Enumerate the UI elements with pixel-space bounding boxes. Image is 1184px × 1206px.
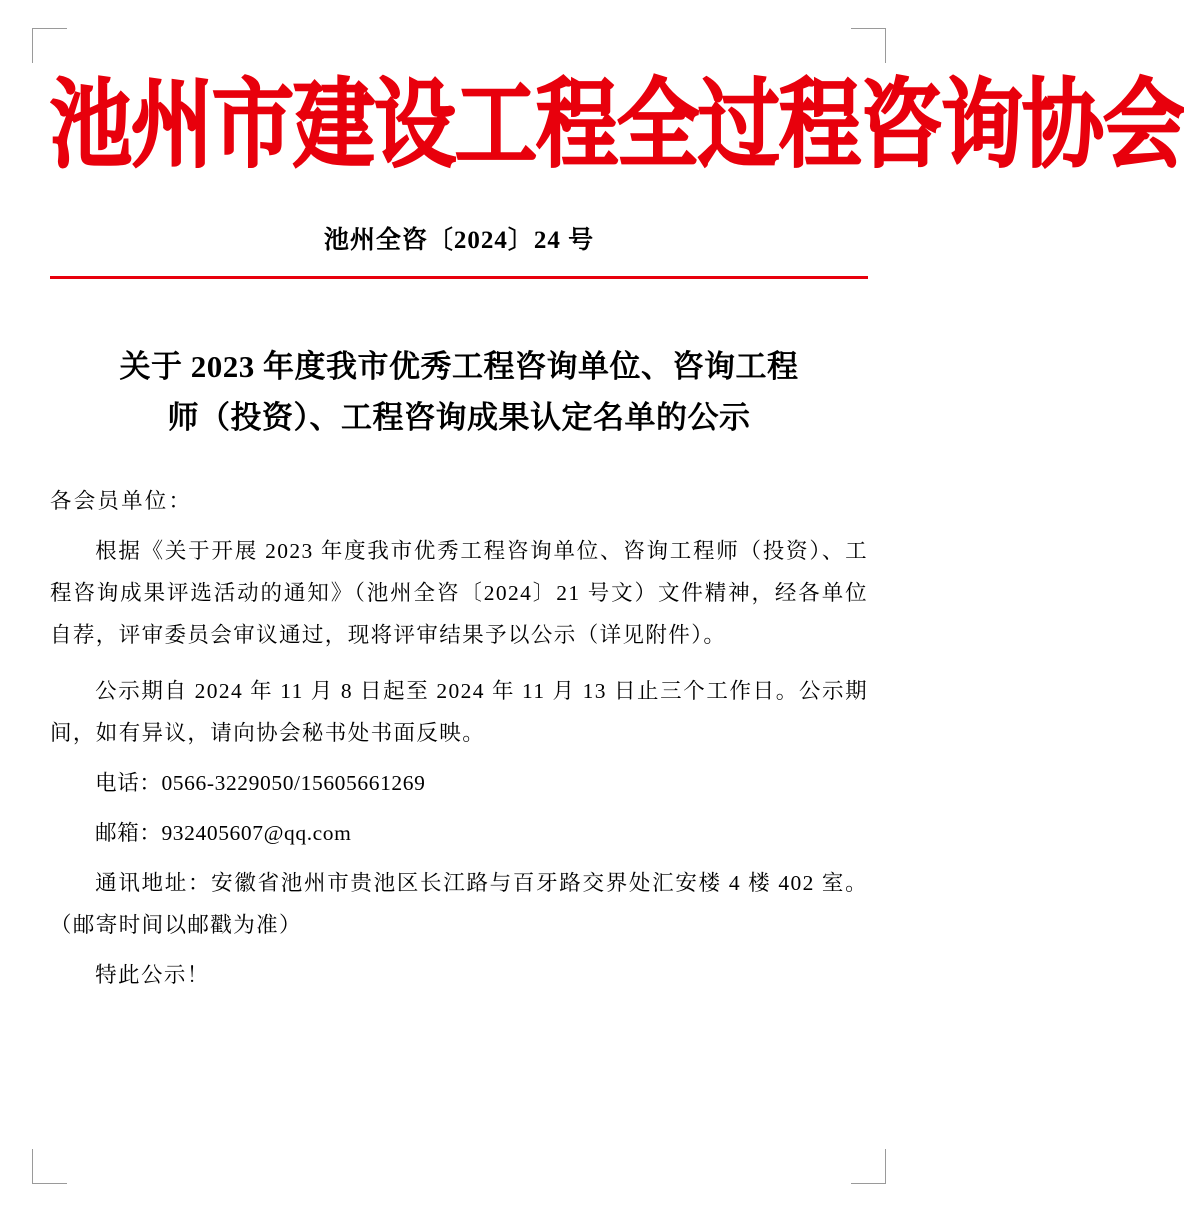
organization-title: 池州市建设工程全过程咨询协会 <box>50 72 1184 180</box>
page-corner-mark-bottom-right <box>851 1149 886 1184</box>
document-page <box>50 40 1184 997</box>
paragraph-closing: 特此公示！ <box>95 962 210 987</box>
document-number: 池州全咨〔2024〕24 号 <box>323 226 595 254</box>
paragraph-mailing-address: 通讯地址：安徽省池州市贵池区长江路与百牙路交界处汇安楼 4 楼 402 室。（邮寄时间以邮戳为准） <box>50 870 868 937</box>
paragraph-basis: 根据《关于开展 2023 年度我市优秀工程咨询单位、咨询工程师（投资）、工程咨询成果评选活动的通知》（池州全咨〔2024〕21 号文）文件精神，经各单位自荐，评审委员会审议通过，现将评审结果予以公示（详见附件）。 <box>50 539 868 648</box>
paragraph-telephone: 电话：0566-3229050/15605661269 <box>95 770 426 795</box>
page-corner-mark-bottom-left <box>32 1149 67 1184</box>
paragraph-email: 邮箱：932405607@qq.com <box>95 820 352 845</box>
salutation: 各会员单位： <box>50 489 193 514</box>
page-title-line-1: 关于 2023 年度我市优秀工程咨询单位、咨询工程 <box>119 348 799 384</box>
page-title-line-2: 师（投资）、工程咨询成果认定名单的公示 <box>167 399 751 435</box>
paragraph-publicity-period: 公示期自 2024 年 11 月 8 日起至 2024 年 11 月 13 日止三个工作日。公示期间，如有异议，请向协会秘书处书面反映。 <box>50 679 868 746</box>
page-title <box>50 341 868 443</box>
letterhead <box>50 72 1184 279</box>
letterhead-divider <box>50 276 868 279</box>
